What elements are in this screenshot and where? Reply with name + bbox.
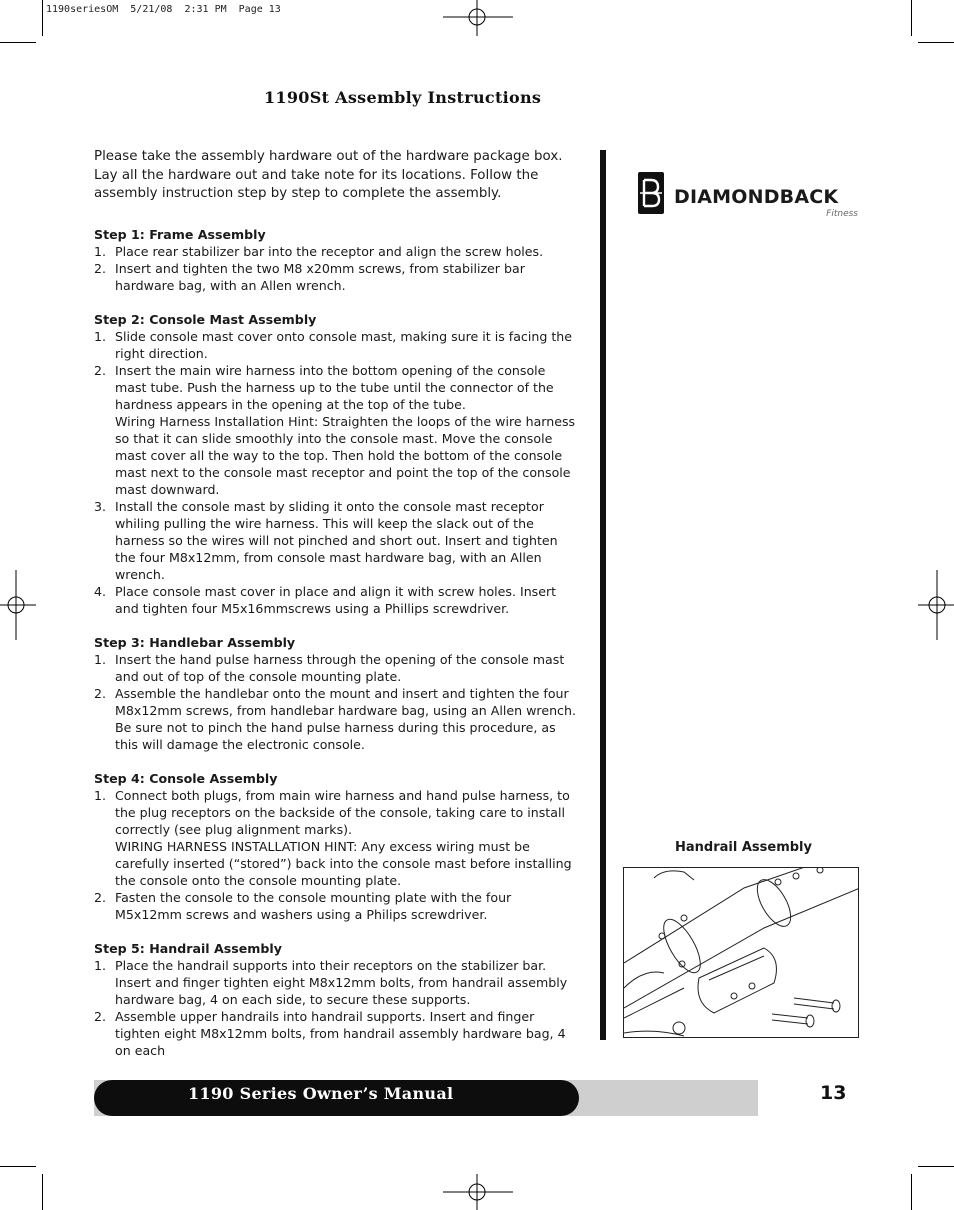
handrail-assembly-figure	[623, 867, 859, 1038]
crop-mark	[911, 0, 912, 36]
crop-mark	[911, 1174, 912, 1210]
step-list	[94, 651, 578, 753]
list-item: 1. Connect both plugs, from main wire harness and hand pulse harness, to the plug receptors on the backside of the console, taking care to install correctly (see plug alignment marks). WIRING HARNESS INSTALLATION HINT: Any excess wiring must be carefully inserted (“stored”) back into the console mast before installing the console onto the console mounting plate.	[94, 787, 572, 888]
intro-paragraph: Please take the assembly hardware out of the hardware package box. Lay all the hardware out and take note for its locations. Follow the assembly instruction step by step to complete the assembly.	[94, 149, 563, 201]
list-item: 2. Insert and tighten the two M8 x20mm screws, from stabilizer bar hardware bag, with an Allen wrench.	[94, 260, 525, 293]
figure-caption: Handrail Assembly	[675, 840, 812, 855]
step-handlebar-assembly	[94, 634, 578, 753]
registration-mark-right	[918, 570, 954, 640]
step-heading: Step 2: Console Mast Assembly	[94, 311, 317, 327]
step-heading: Step 5: Handrail Assembly	[94, 940, 282, 956]
list-item: 4. Place console mast cover in place and align it with screw holes. Insert and tighten four M5x16mmscrews using a Phillips screwdriver.	[94, 583, 557, 616]
brand-name: DIAMONDBACK	[674, 186, 839, 208]
step-frame-assembly	[94, 226, 578, 294]
diamondback-logo-icon	[638, 172, 664, 214]
list-item: 2. Insert the main wire harness into the bottom opening of the console mast tube. Push the harness up to the tube until the connector of the hardness appears in the opening at the top of the tube. Wiring Harness Installation Hint: Straighten the loops of the wire harness so that it can slide smoothly into the console mast. Move the console mast cover all the way to the top. Then hold the bottom of the console mast next to the console mast receptor and point the top of the console mast downward.	[94, 362, 576, 497]
page-title: 1190St Assembly Instructions	[264, 88, 542, 107]
list-item: 1. Place rear stabilizer bar into the receptor and align the screw holes.	[94, 243, 544, 259]
list-item: 3. Install the console mast by sliding it onto the console mast receptor whiling pulling the wire harness. This will keep the slack out of the harness so the wires will not pinched and short out. Insert and tighten the four M8x12mm, from console mast hardware bag, with an Allen wrench.	[94, 498, 558, 582]
crop-mark	[42, 1174, 43, 1210]
instructions-body	[94, 148, 578, 1076]
list-item: 1. Place the handrail supports into their receptors on the stabilizer bar. Insert and finger tighten eight M8x12mm bolts, from handrail assembly hardware bag, 4 on each side, to secure these supports.	[94, 957, 568, 1007]
step-console-mast-assembly	[94, 311, 578, 617]
crop-mark	[918, 42, 954, 43]
crop-mark	[0, 1166, 36, 1167]
step-handrail-assembly	[94, 940, 578, 1059]
registration-mark-left	[0, 570, 36, 640]
printer-slug: 1190seriesOM 5/21/08 2:31 PM Page 13	[46, 4, 281, 15]
handrail-assembly-illustration	[624, 868, 859, 1038]
column-divider	[600, 150, 606, 1040]
step-heading: Step 4: Console Assembly	[94, 770, 278, 786]
step-heading: Step 3: Handlebar Assembly	[94, 634, 296, 650]
crop-mark	[918, 1166, 954, 1167]
list-item: 1. Insert the hand pulse harness through the opening of the console mast and out of top of the console mounting plate.	[94, 651, 565, 684]
registration-mark-top	[443, 0, 513, 36]
step-list	[94, 957, 578, 1059]
crop-mark	[42, 0, 43, 36]
page-number: 13	[820, 1082, 847, 1104]
brand-logo	[638, 172, 860, 222]
step-heading: Step 1: Frame Assembly	[94, 226, 266, 242]
footer-title: 1190 Series Owner’s Manual	[188, 1084, 454, 1103]
wiring-hint: Wiring Harness Installation Hint: Straighten the loops of the wire harness so that it can slide smoothly into the console mast. Move the console mast cover all the way to the top. Then hold the bottom of the console mast next to the console mast receptor and point the top of the console mast downward.	[115, 413, 576, 497]
list-item: 1. Slide console mast cover onto console mast, making sure it is facing the right direction.	[94, 328, 572, 361]
crop-mark	[0, 42, 36, 43]
registration-mark-bottom	[443, 1174, 513, 1210]
step-list	[94, 328, 578, 617]
step-console-assembly	[94, 770, 578, 923]
list-item: 2. Fasten the console to the console mounting plate with the four M5x12mm screws and washers using a Philips screwdriver.	[94, 889, 512, 922]
step-list	[94, 787, 578, 923]
wiring-hint: WIRING HARNESS INSTALLATION HINT: Any excess wiring must be carefully inserted (“stored”) back into the console mast before installing the console onto the console mounting plate.	[115, 838, 572, 888]
step-list	[94, 243, 578, 294]
list-item: 2. Assemble upper handrails into handrail supports. Insert and finger tighten eight M8x12mm bolts, from handrail assembly hardware bag, 4 on each	[94, 1008, 566, 1058]
list-item: 2. Assemble the handlebar onto the mount and insert and tighten the four M8x12mm screws, from handlebar hardware bag, using an Allen wrench. Be sure not to pinch the hand pulse harness during this procedure, as this will damage the electronic console.	[94, 685, 576, 752]
brand-subtitle: Fitness	[826, 209, 858, 219]
